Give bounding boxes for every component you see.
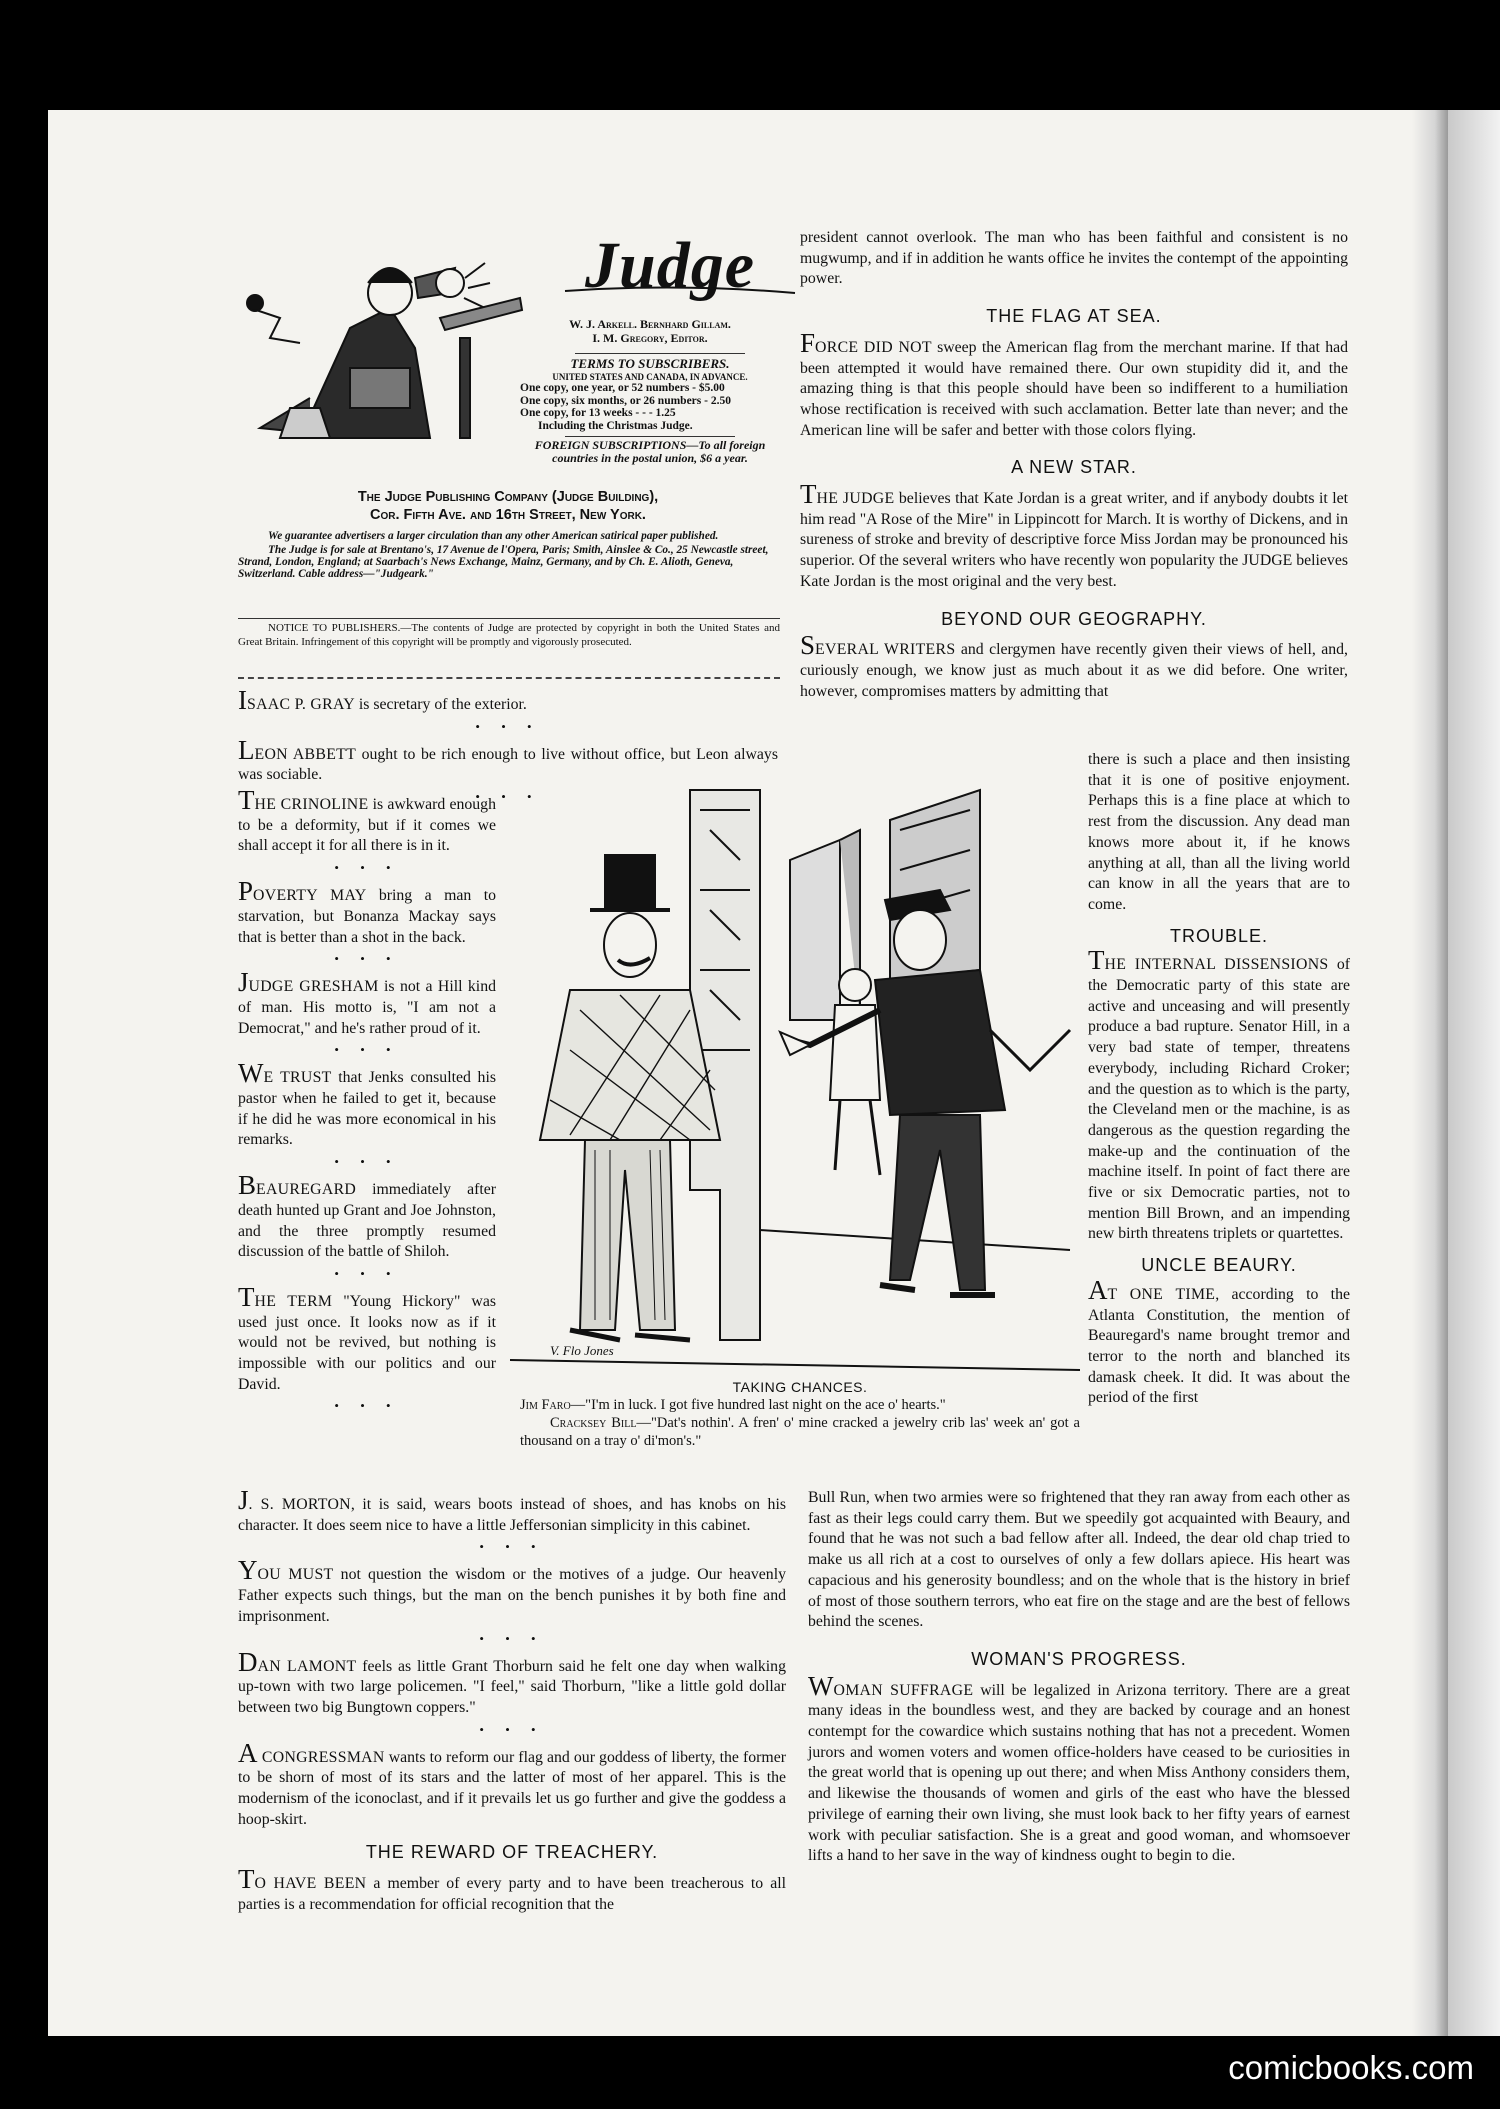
separator-dots: • • • (475, 789, 541, 805)
article-flag-at-sea: FORCE DID NOT sweep the American flag from the merchant marine. If that had been attempted it would have remained there. Our own stupidity did it, and the amazing thing is that this people should have been so indifferent to a humiliation whose rectification is received with such acclamation. Better late than never; and the American line will be safer and better with those colors flying. (800, 327, 1349, 439)
item-you-must: YOU MUST not question the wisdom or the motives of a judge. Our heavenly Father expects such things, but the man on the bench punishes it by both fine and imprisonment. (238, 1555, 786, 1625)
cartoon-caption (520, 1378, 1080, 1450)
article-womans-progress: WOMAN SUFFRAGE will be legalized in Arizona territory. There are a great many ideas in the boundless west, and they are backed by courage and an honest contempt for the cowardice which sustains nothing that has not a precedent. Women jurors and women voters and women office-holders have ceased to be curiosities in the great world that is opening up out there; and when Miss Anthony considers them, and likewise the thousands of women and girls of the east who have the blessed privilege of earning their own living, she must look back to her fifty years of earnest work with peculiar satisfaction. She is a great and good woman, and whomsoever lifts a hand to her save in the way of kindness ought to begin to die. (808, 1670, 1350, 1865)
separator-dots: • • • (479, 1721, 545, 1737)
publisher-block (238, 488, 778, 524)
terms-subheading: UNITED STATES AND CANADA, IN ADVANCE. (552, 372, 748, 382)
cartoon-artist-signature: V. Flo Jones (550, 1343, 614, 1358)
article-trouble: THE INTERNAL DISSENSIONS of the Democratic party of this state are active and unceasing and will presently produce a bad rupture. Senator Hill, in a very bad state of temper, threatens everybody, including Richard Croker; and the question as to which is the party, the Cleveland men or the machine, is as dangerous as the question regarding the make-up and the continuation of the machine itself. In point of fact there are five or six Democratic parties, not to mention Bill Brown, and an impending new birth threatens triplets or quartettes. (1088, 945, 1351, 1243)
terms-heading: TERMS TO SUBSCRIBERS. (570, 356, 730, 371)
item-reward: TO HAVE BEEN a member of every party and to have been treacherous to all parties is a recommendation for official recognition that the (238, 1864, 787, 1913)
separator-dots: • • • (334, 951, 400, 967)
separator-dots: • • • (334, 1265, 400, 1281)
separator-dots: • • • (334, 1042, 400, 1058)
item-lamont: DAN LAMONT feels as little Grant Thorburn said he felt one day when walking up-town with two large policemen. "I feel," said Thorburn, "like a little gold dollar between two big Bungtown coppers." (238, 1646, 786, 1716)
heading-womans-progress: WOMAN'S PROGRESS. (971, 1648, 1187, 1669)
item-congressman: A CONGRESSMAN wants to reform our flag and our goddess of liberty, the former to be shorn of most of its stars and the latter of most of her apparel. This is the modernism of the iconoclast, and if it prevails let us go further and give the goddess a hoop-skirt. (238, 1737, 786, 1828)
masthead-illustration-judge-figure (240, 238, 530, 448)
terms-block (518, 356, 782, 465)
terms-line-1: One copy, one year, or 52 numbers - $5.00 (520, 382, 725, 394)
masthead-bottom-rule (238, 677, 780, 679)
cartoon-line-1: Jim Faro—"I'm in luck. I got five hundred last night on the ace o' hearts." (520, 1397, 946, 1413)
cartoon-title: TAKING CHANCES. (732, 1379, 868, 1395)
publisher-name: The Judge Publishing Company (Judge Building), (357, 489, 659, 505)
item-poverty: POVERTY MAY bring a man to starvation, but Bonanza Mackay says that is better than a shot in the back. (238, 876, 496, 946)
terms-note: Including the Christmas Judge. (538, 419, 693, 432)
editors-line-1: W. J. Arkell. Bernhard Gillam. (569, 317, 731, 331)
masthead-editors (520, 318, 780, 345)
guarantee-notice: We guarantee advertisers a larger circulation than any other American satirical paper published. (268, 530, 719, 542)
editors-line-2: I. M. Gregory, Editor. (592, 330, 708, 345)
publisher-address: Cor. Fifth Ave. and 16th Street, New York. (370, 507, 646, 523)
item-morton: J. S. MORTON, it is said, wears boots instead of shoes, and has knobs on his character. It does seem nice to have a little Jeffersonian simplicity in this cabinet. (238, 1485, 786, 1534)
separator-dots: • • • (334, 1398, 400, 1414)
heading-trouble: TROUBLE. (1169, 925, 1269, 946)
site-watermark: comicbooks.com (1228, 2049, 1474, 2086)
separator-dots: • • • (475, 718, 541, 734)
heading-beyond-geography: BEYOND OUR GEOGRAPHY. (941, 608, 1207, 629)
separator-dots: • • • (479, 1539, 545, 1555)
notice-rule (238, 618, 780, 619)
title-underline-flourish (560, 285, 800, 297)
binding-spine (1412, 110, 1450, 2036)
separator-dots: • • • (334, 1154, 400, 1170)
article-geography-intro: SEVERAL WRITERS and clergymen have recently given their views of hell, and, curiously enough, we know just as much about it as we did before. One writer, however, compromises matters by admitting that (800, 630, 1349, 700)
article-uncle-beaury-intro: AT ONE TIME, according to the Atlanta Constitution, the mention of Beauregard's name brought tremor and terror to the north and blanched its damask cheek. It did. It was about the period of the first (1088, 1274, 1350, 1407)
left-column-narrow (238, 785, 496, 1419)
terms-line-3: One copy, for 13 weeks - - - 1.25 (520, 407, 676, 419)
item-leon-abbett: LEON ABBETT ought to be rich enough to live without office, but Leon always was sociable. (238, 734, 778, 784)
right-column-bottom (808, 1488, 1350, 1867)
masthead-rule (575, 353, 745, 354)
continued-text: president cannot overlook. The man who has been faithful and consistent is no mugwump, and if in addition he wants office he invites the contempt of the appointing power. (800, 229, 1348, 288)
article-new-star: THE JUDGE believes that Kate Jordan is a great writer, and if anybody doubts it let him read "A Rose of the Mire" in Lippincott for March. It is worthy of Dickens, and in sureness of stroke and brevity of descriptive force Miss Jordan may be pronounced his superior. Of the several writers who have recently won popularity the JUDGE believes Kate Jordan is the most original and the very best. (800, 479, 1348, 590)
item-gresham: JUDGE GRESHAM is not a Hill kind of man. His motto is, "I am not a Democrat," and he's rather proud of it. (238, 967, 496, 1037)
heading-uncle-beaury: UNCLE BEAURY. (1141, 1255, 1297, 1276)
separator-dots: • • • (479, 1630, 545, 1646)
heading-reward-of-treachery: THE REWARD OF TREACHERY. (365, 1842, 659, 1863)
right-column-top (800, 228, 1348, 702)
left-column-bottom (238, 1485, 787, 1916)
item-crinoline: THE CRINOLINE is awkward enough to be a deformity, but if it comes we shall accept it for all there is in it. (238, 785, 496, 855)
item-isaac-gray: ISAAC P. GRAY is secretary of the exterior. (238, 685, 527, 715)
masthead-title: Judge (585, 229, 755, 302)
article-uncle-beaury-cont: Bull Run, when two armies were so frightened that they ran away from each other as fast as their legs could carry them. But we speedily got acquainted with Beaury, and found that he was not such a bad fellow after all. Indeed, the dear old chap tried to make us all rich at a cost to ourselves of only a few dollars apiece. His heart was capacious and his generosity boundless; and on the whole that is the history in brief of most of those southern terrors, who eat fire on the stage and are the best of fellows behind the scenes. (808, 1489, 1350, 1631)
terms-line-2: One copy, six months, or 26 numbers - 2.50 (520, 394, 731, 407)
heading-flag-at-sea: THE FLAG AT SEA. (986, 306, 1162, 327)
item-jenks: WE TRUST that Jenks consulted his pastor when he failed to get it, because if he did he was more economical in his remarks. (238, 1058, 496, 1149)
next-page-edge (1448, 110, 1500, 2036)
heading-new-star: A NEW STAR. (1011, 457, 1137, 478)
advertiser-notices (238, 530, 780, 580)
cartoon-line-2: Cracksey Bill—"Dat's nothin'. A fren' o' mine cracked a jewelry crib las' week an' got a thousand on a tray o' di'mon's." (520, 1415, 1080, 1449)
sale-notice: The Judge is for sale at Brentano's, 17 Avenue de l'Opera, Paris; Smith, Ainslee & Co., 25 Newcastle street, Strand, London, England; at Saarbach's News Exchange, Mainz, Germany, and by Ch. E. Alioth, Geneva, Switzerland. Cable address—"Judgeark." (238, 544, 769, 580)
right-column-narrow (1088, 750, 1350, 1409)
foreign-subscriptions: FOREIGN SUBSCRIPTIONS—To all foreign countries in the postal union, $6 a year. (534, 437, 766, 465)
notice-to-publishers: NOTICE TO PUBLISHERS.—The contents of Judge are protected by copyright in both the United States and Great Britain. Infringement of this copyright will be promptly and vigorously prosecuted. (238, 622, 780, 648)
item-young-hickory: THE TERM "Young Hickory" was used just once. It looks now as if it would not be revived, but nothing is impossible with our politics and our David. (238, 1281, 496, 1393)
item-beauregard: BEAUREGARD immediately after death hunted up Grant and Joe Johnston, and the three promptly resumed discussion of the battle of Shiloh. (238, 1170, 496, 1261)
separator-dots: • • • (334, 860, 400, 876)
cartoon-taking-chances (510, 770, 1080, 1375)
article-geography-cont: there is such a place and then insisting that it is one of positive enjoyment. Perhaps this is a fine place at which to rest from the discussion. Any dead man knows more about it, if he knows anything at all, than all the living world can know in all the years that are to come. (1088, 751, 1350, 913)
